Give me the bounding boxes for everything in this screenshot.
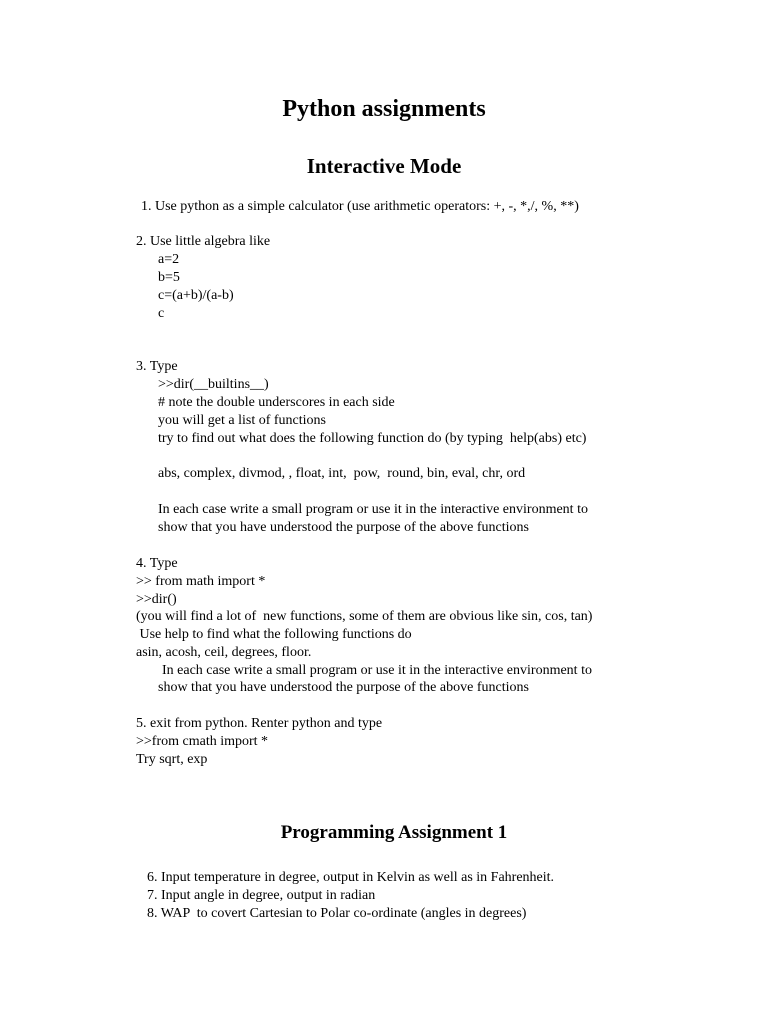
- assignment-item: 6. Input temperature in degree, output in Kelvin as well as in Fahrenheit.: [147, 870, 555, 885]
- item-3-line: In each case write a small program or use it in the interactive environment to: [158, 502, 588, 517]
- item-4-line: >> from math import *: [136, 574, 266, 589]
- item-3-function-list: abs, complex, divmod, , float, int, pow, round, bin, eval, chr, ord: [158, 466, 526, 481]
- item-3-line: show that you have understood the purpose of the above functions: [158, 520, 529, 535]
- item-2-line: c: [158, 306, 165, 321]
- item-3-intro: 3. Type: [136, 359, 178, 374]
- assignment-item: 7. Input angle in degree, output in radian: [147, 888, 376, 903]
- item-3-line: try to find out what does the following function do (by typing help(abs) etc): [158, 431, 587, 446]
- page-title: Python assignments: [282, 96, 486, 122]
- section-heading-programming-assignment: Programming Assignment 1: [280, 822, 508, 843]
- item-3-line: # note the double underscores in each side: [158, 395, 395, 410]
- item-3-line: >>dir(__builtins__): [158, 377, 269, 392]
- item-4-function-list: asin, acosh, ceil, degrees, floor.: [136, 645, 312, 660]
- item-5-intro: 5. exit from python. Renter python and type: [136, 716, 383, 731]
- item-3-line: you will get a list of functions: [158, 413, 326, 428]
- item-4-line: Use help to find what the following functions do: [136, 627, 412, 642]
- item-2-intro: 2. Use little algebra like: [136, 234, 271, 249]
- section-heading-interactive-mode: Interactive Mode: [306, 154, 462, 178]
- item-5-line: Try sqrt, exp: [136, 752, 208, 767]
- item-4-line: show that you have understood the purpose of the above functions: [158, 680, 529, 695]
- item-2-line: c=(a+b)/(a-b): [158, 288, 234, 303]
- item-4-line: (you will find a lot of new functions, some of them are obvious like sin, cos, tan): [136, 609, 593, 624]
- item-1: 1. Use python as a simple calculator (use arithmetic operators: +, -, *,/, %, **): [141, 199, 579, 214]
- item-4-intro: 4. Type: [136, 556, 178, 571]
- item-4-line: In each case write a small program or use it in the interactive environment to: [162, 663, 592, 678]
- item-2-line: a=2: [158, 252, 180, 267]
- assignment-item: 8. WAP to covert Cartesian to Polar co-ordinate (angles in degrees): [147, 906, 527, 921]
- item-5-line: >>from cmath import *: [136, 734, 269, 749]
- item-2-line: b=5: [158, 270, 180, 285]
- item-4-line: >>dir(): [136, 592, 177, 607]
